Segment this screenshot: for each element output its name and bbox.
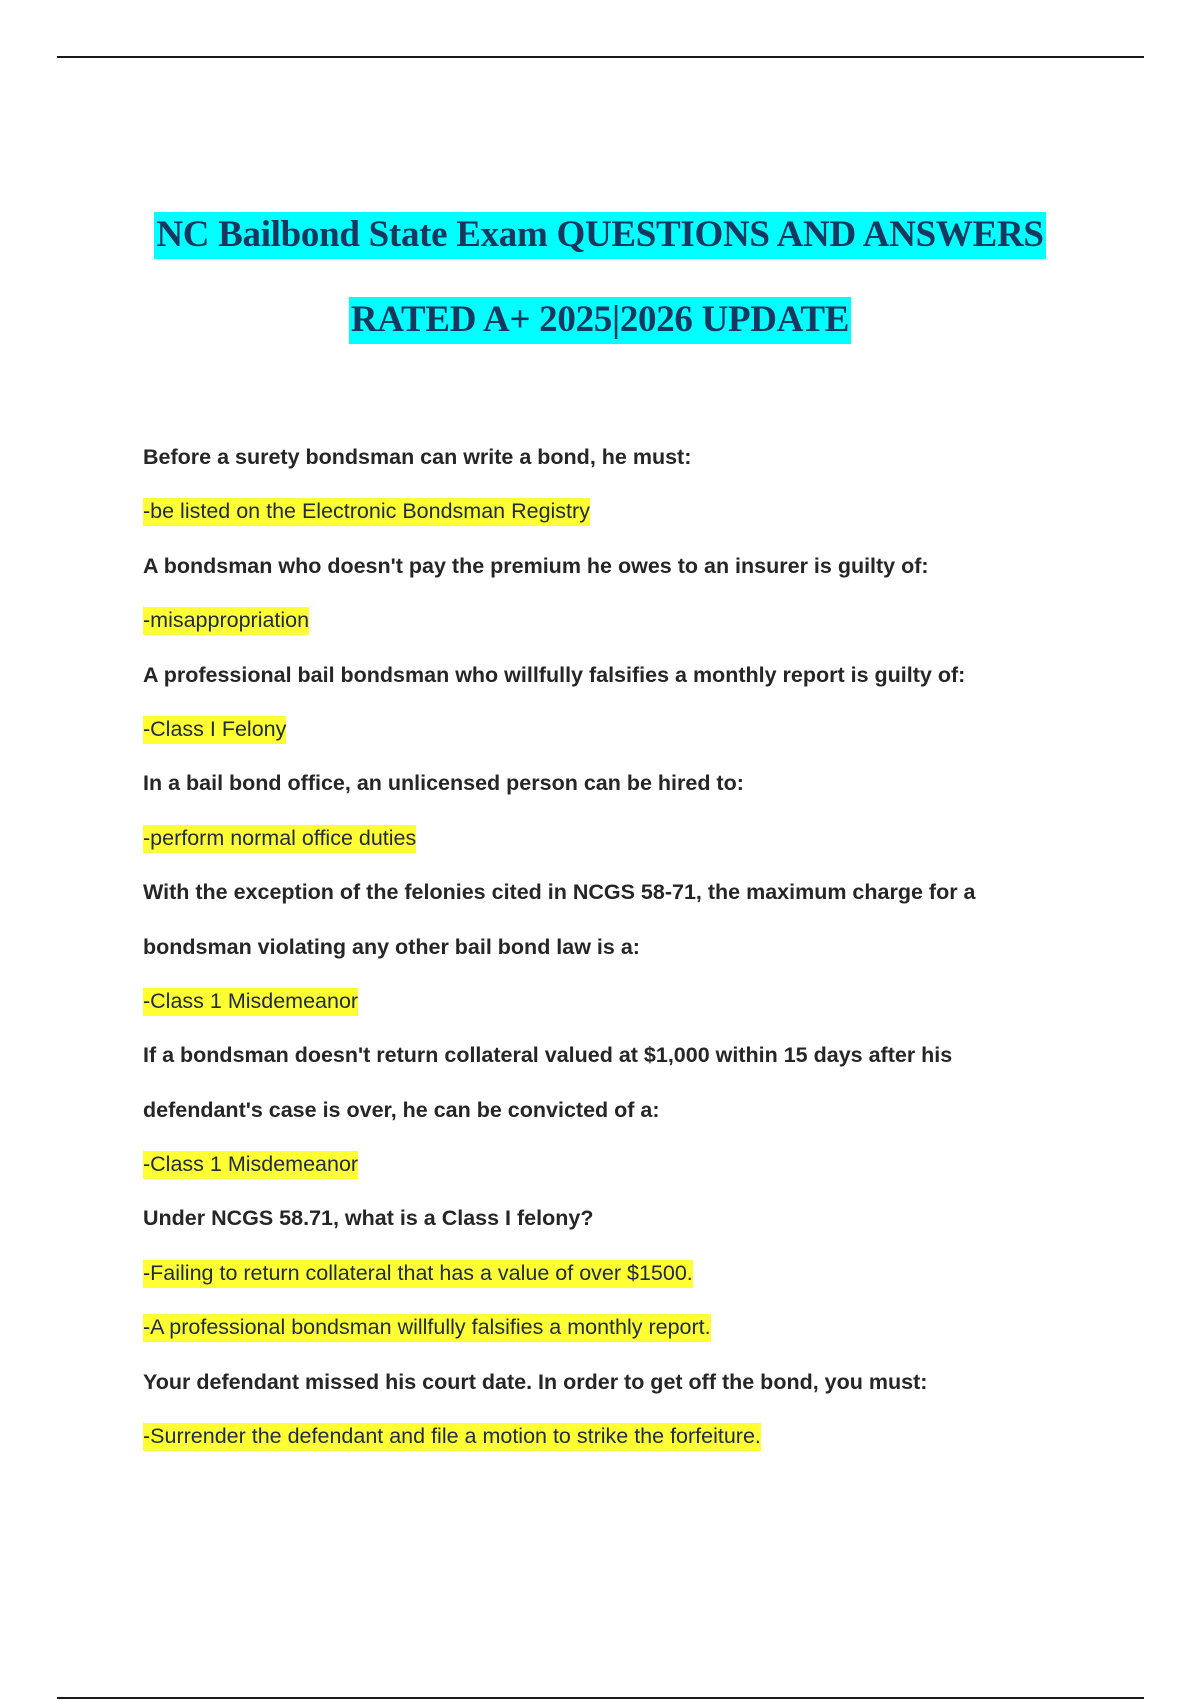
answer-line: -Class I Felony — [143, 702, 1103, 756]
question-line: If a bondsman doesn't return collateral valued at $1,000 within 15 days after his — [143, 1043, 953, 1068]
title-highlight-1: NC Bailbond State Exam QUESTIONS AND ANSWERS — [154, 212, 1045, 259]
question-line: Before a surety bondsman can write a bond, he must: — [143, 445, 692, 469]
qa-list — [143, 430, 1103, 1463]
question-line: Your defendant missed his court date. In order to get off the bond, you must: — [143, 1369, 928, 1394]
question-line: Under NCGS 58.71, what is a Class I felony? — [143, 1206, 594, 1231]
answer-line: -Surrender the defendant and file a motion to strike the forfeiture. — [143, 1409, 1103, 1463]
answer-line: -Class 1 Misdemeanor — [143, 974, 1103, 1028]
question-line: defendant's case is over, he can be convicted of a: — [143, 1097, 660, 1122]
top-rule — [57, 56, 1144, 58]
document-title-line-1 — [0, 213, 1200, 256]
answer-line: -Failing to return collateral that has a value of over $1500. — [143, 1246, 1103, 1300]
answer-line: -perform normal office duties — [143, 811, 1103, 865]
answer-line: -Class 1 Misdemeanor — [143, 1137, 1103, 1191]
document-title-line-2 — [0, 298, 1200, 341]
answer-line: -misappropriation — [143, 593, 1103, 647]
answer-line: -be listed on the Electronic Bondsman Registry — [143, 484, 1103, 538]
question-line: With the exception of the felonies cited in NCGS 58-71, the maximum charge for a — [143, 880, 976, 905]
question-line: In a bail bond office, an unlicensed person can be hired to: — [143, 771, 744, 796]
question-line: bondsman violating any other bail bond law is a: — [143, 934, 640, 959]
bottom-rule — [57, 1697, 1144, 1699]
question-line: A professional bail bondsman who willfully falsifies a monthly report is guilty of: — [143, 662, 966, 687]
title-highlight-2: RATED A+ 2025|2026 UPDATE — [349, 297, 851, 344]
answer-line: -A professional bondsman willfully falsifies a monthly report. — [143, 1300, 1103, 1354]
question-line: A bondsman who doesn't pay the premium he owes to an insurer is guilty of: — [143, 553, 929, 578]
